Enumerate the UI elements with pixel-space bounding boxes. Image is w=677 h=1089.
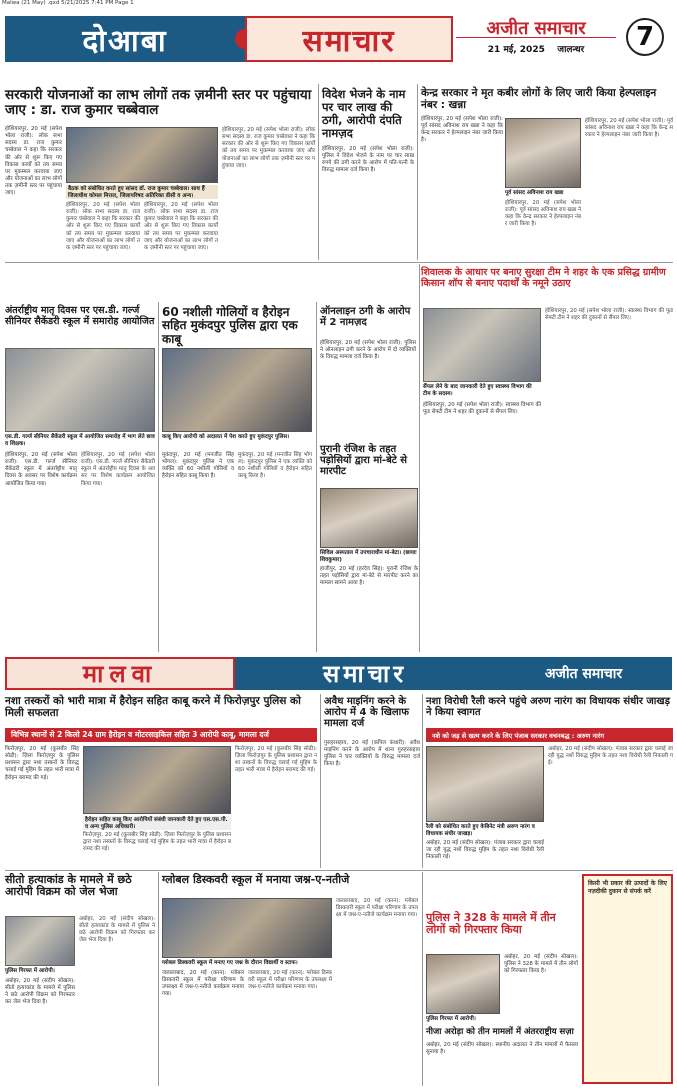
- story8-body-col1: होशियारपुर, 20 मई (सपेश भोला राजी): स्वास्थ्य विभाग की फूड सेफ्टी टीम ने शहर की दुकानों से सैंपल लिए।: [423, 402, 541, 416]
- page-number: 7: [626, 18, 664, 56]
- story4-body-col1: होशियारपुर, 20 मई (सपेश भोला राजी): एस.डी. गर्ल्ज सीनियर सैकेंडरी स्कूल में अंतर्राष्ट्रीय मातृ दिवस के अवसर पर विशेष कार्यक्रम आयोजित किया गया।: [5, 452, 77, 487]
- paper-date: 21 मई, 2025: [487, 45, 545, 55]
- story4-headline: अंतर्राष्ट्रीय मातृ दिवस पर एस.डी. गर्ल्ज सीनियर सैकेंडरी स्कूल में समारोह आयोजित: [5, 305, 155, 327]
- story8-headline: शिवालक के आधार पर बनाए सुरक्षा टीम ने शहर के एक प्रसिद्ध ग्रामीण किसान शॉप से बनाए पदार्थों के नमूने उठाए: [421, 267, 666, 289]
- column-divider: [318, 84, 319, 260]
- story5-body-col1: मुकंदपुर, 20 मई (मनजीत सिंह भोगल): मुकंदपुर पुलिस ने एक व्यक्ति को 60 नशीली गोलियों व हैरोइन सहित काबू किया है।: [162, 452, 234, 480]
- story2-headline: विदेश भेजने के नाम पर चार लाख की ठगी, आरोपी दंपति नामज़द: [322, 87, 406, 140]
- story14-body: अबोहर, 20 मई (संदीप सोखल): पुलिस ने 328 के मामले में तीन लोगों को गिरफ्तार किया है।: [504, 954, 578, 975]
- masthead-samachar-2: समाचार: [235, 657, 495, 690]
- story8-caption: सैंपल लेने के बाद जानकारी देते हुए स्वास्थ्य विभाग की टीम के सदस्य।: [423, 384, 532, 397]
- story11-photo: [426, 746, 544, 822]
- story7-headline: पुरानी रंजिश के तहत पड़ोसियों द्वारा मां-बेटे से मारपीट: [320, 444, 408, 478]
- paper-name: अजीत समाचार: [456, 16, 616, 38]
- story13-headline: ग्लोबल डिस्कवरी स्कूल में मनाया जश्न-ए-नतीजे: [162, 873, 350, 886]
- story9-photo: [83, 746, 231, 814]
- story3-body-col1: होशियारपुर, 20 मई (सपेश भोला राजी): पूर्व सांसद अविनाश राय खन्ना ने कहा कि केन्द्र सरकार ने हेल्पलाइन नंबर जारी किया है।: [421, 116, 503, 144]
- ad-text: किसी भी प्रकार की उत्पादों के लिए नज़दीकी दुकान से संपर्क करें: [588, 880, 667, 895]
- story4-caption: एस.डी. गर्ल्ज सीनियर सैकेंडरी स्कूल में आयोजित समारोह में भाग लेते छात्र व शिक्षक।: [5, 434, 155, 447]
- story2-body: होशियारपुर, 20 मई (सपेश भोला राजी): पुलिस ने विदेश भेजने के नाम पर चार लाख रुपये की ठगी करने के आरोप में पति-पत्नी के विरुद्ध मामला दर्ज किया है।: [322, 146, 414, 174]
- story8-body-col2: होशियारपुर, 20 मई (सपेश भोला राजी): स्वास्थ्य विभाग की फूड सेफ्टी टीम ने शहर की दुकानों से सैंपल लिए।: [545, 308, 673, 322]
- story12-body-col2: अबोहर, 20 मई (संदीप सोखल): सीतो हत्याकांड के मामले में पुलिस ने छठे आरोपी विक्रम को गिरफ्तार कर जेल भेज दिया है।: [79, 916, 155, 944]
- story3-headline: केन्द्र सरकार ने मृत कबीर लोगों के लिए जारी किया हेल्पलाइन नंबर : खन्ना: [421, 87, 657, 111]
- story10-body: गुरुहरसहाय, 20 मई (कपिल कंधारी): अवैध माइनिंग करने के आरोप में थाना गुरुहरसहाय पुलिस ने चार व्यक्तियों के विरुद्ध मामला दर्ज किया है।: [324, 740, 420, 768]
- story9-banner: विभिन्न स्थानों से 2 किलो 24 ग्राम हैरोइन व मोटरसाइकिल सहित 3 आरोपी काबू, मामला दर्ज: [5, 728, 317, 742]
- story9-headline: नशा तस्करों को भारी मात्रा में हैरोइन सहित काबू करने में फिरोज़पुर पुलिस को मिली सफलता: [5, 695, 301, 719]
- malwa-masthead: [5, 657, 672, 690]
- column-divider: [158, 872, 159, 1086]
- story4-photo: [5, 348, 155, 432]
- print-slug: Malwa (21 May) .qxd 5/21/2025 7:41 PM Page 1: [2, 0, 134, 6]
- story6-headline: ऑनलाइन ठगी के आरोप में 2 नामज़द: [320, 306, 411, 329]
- masthead-samachar: समाचार: [245, 16, 453, 62]
- masthead-ajit-2: अजीत समाचार: [495, 657, 672, 690]
- story11-body-col2: अबोहर, 20 मई (संदीप सोखल): पंजाब सरकार द्वारा चलाई जा रही युद्ध नशों विरुद्ध मुहिम के तहत नशा विरोधी रैली निकाली गई।: [548, 746, 673, 767]
- story12-photo: [5, 916, 75, 966]
- column-divider: [320, 694, 321, 868]
- column-divider: [316, 302, 317, 652]
- story13-body-col3: जलालाबाद, 20 मई (करन): ग्लोबल डिस्कवरी स्कूल में परीक्षा परिणाम के उपलक्ष्य में जश्न-ए-नतीजे कार्यक्रम मनाया गया।: [336, 898, 418, 919]
- story11-headline: नशा विरोधी रैली करने पहुंचे अरुण नारंग का विधायक संधीर जाखड़ ने किया स्वागत: [426, 696, 670, 719]
- story12-caption: पुलिस गिरफ्त में आरोपी।: [5, 968, 55, 974]
- story9-body-col1: फिरोज़पुर, 20 मई (कुलबीर सिंह सोढी): ज़िला फिरोज़पुर के पुलिस प्रशासन द्वारा नशा तस्करों के विरुद्ध चलाई गई मुहिम के तहत भारी मात्रा में हैरोइन बरामद की गई।: [5, 746, 79, 781]
- section-divider: [5, 262, 673, 263]
- story15-body: अबोहर, 20 मई (संदीप सोखल): स्थानीय अदालत ने तीन मामलों में फैसला सुनाया है।: [426, 1042, 578, 1056]
- story9-body-col2: फिरोज़पुर, 20 मई (कुलबीर सिंह सोढी): ज़िला फिरोज़पुर के पुलिस प्रशासन द्वारा नशा तस्करों के विरुद्ध चलाई गई मुहिम के तहत भारी मात्रा में हैरोइन बरामद की गई।: [83, 832, 231, 853]
- story5-photo: [162, 348, 312, 432]
- story1-body-col2: होशियारपुर, 20 मई (सपेश भोला राजी): लोक सभा सदस्य डा. राज कुमार चब्बेवाल ने कहा कि सरकार की ओर से शुरू किए गए विकास कार्यों को तय समय पर मुकम्मल करवाया जाए और योजनाओं का लाभ लोगों तक ज़मीनी स्तर पर पहुंचाया जाए।: [66, 202, 140, 251]
- story14-headline: पुलिस ने 328 के मामले में तीन लोगों को गिरफ्तार किया: [426, 911, 556, 937]
- story11-caption: रैली को संबोधित करते हुए केबिनेट मंत्री अरुण नारंग व विधायक संधीर जाखड़।: [426, 824, 535, 837]
- story1-body-col1: होशियारपुर, 20 मई (सपेश भोला राजी): लोक सभा सदस्य डा. राज कुमार चब्बेवाल ने कहा कि सरकार की ओर से शुरू किए गए विकास कार्यों को तय समय पर मुकम्मल करवाया जाए और योजनाओं का लाभ लोगों तक ज़मीनी स्तर पर पहुंचाया जाए।: [5, 126, 62, 197]
- story1-photo: [66, 127, 218, 183]
- masthead-malwa: मालवा: [5, 657, 235, 690]
- story9-caption: हैरोइन सहित काबू किए आरोपियों संबंधी जानकारी देते हुए एस.एस.पी. व अन्य पुलिस अधिकारी।: [83, 816, 231, 830]
- paper-city: जालन्धर: [557, 45, 585, 55]
- story14-photo: [426, 954, 500, 1014]
- story13-caption: ग्लोबल डिस्कवरी स्कूल में मनाए गए जश्न के दौरान विद्यार्थी व स्टाफ।: [162, 960, 298, 966]
- column-divider: [419, 264, 420, 652]
- story6-body: होशियारपुर, 20 मई (सपेश भोला राजी): पुलिस ने ऑनलाइन ठगी करने के आरोप में दो व्यक्तियों के विरुद्ध मामला दर्ज किया है।: [320, 340, 416, 361]
- advertisement: [582, 874, 673, 1084]
- column-divider: [158, 302, 159, 652]
- story10-headline: अवैध माइनिंग करने के आरोप में 4 के खिलाफ मामला दर्ज: [324, 696, 409, 730]
- story3-body-col2: होशियारपुर, 20 मई (सपेश भोला राजी): पूर्व सांसद अविनाश राय खन्ना ने कहा कि केन्द्र सरकार ने हेल्पलाइन नंबर जारी किया है।: [505, 200, 581, 228]
- story1-caption: बैठक को संबोधित करते हुए सांसद डॉ. राज कुमार चब्बेवाल। साथ हैं जिलाधीश कोमल मित्तल, जिलापरिषद अतिरिक्त डीसी व अन्य।: [66, 185, 218, 199]
- column-divider: [422, 694, 423, 868]
- story5-body-col2: मुकंदपुर, 20 मई (मनजीत सिंह भोगल): मुकंदपुर पुलिस ने एक व्यक्ति को 60 नशीली गोलियों व हैरोइन सहित काबू किया है।: [238, 452, 312, 480]
- story13-photo: [162, 898, 332, 958]
- section-divider: [5, 870, 673, 871]
- story1-body-col4: होशियारपुर, 20 मई (सपेश भोला राजी): लोक सभा सदस्य डा. राज कुमार चब्बेवाल ने कहा कि सरकार की ओर से शुरू किए गए विकास कार्यों को तय समय पर मुकम्मल करवाया जाए और योजनाओं का लाभ लोगों तक ज़मीनी स्तर पर पहुंचाया जाए।: [222, 127, 315, 169]
- story11-body-col1: अबोहर, 20 मई (संदीप सोखल): पंजाब सरकार द्वारा चलाई जा रही युद्ध नशों विरुद्ध मुहिम के तहत नशा विरोधी रैली निकाली गई।: [426, 840, 544, 861]
- column-divider: [417, 84, 418, 260]
- story3-caption: पूर्व सांसद अविनाश राय खन्ना: [505, 190, 564, 196]
- story3-body-col3: होशियारपुर, 20 मई (सपेश भोला राजी): पूर्व सांसद अविनाश राय खन्ना ने कहा कि केन्द्र सरकार ने हेल्पलाइन नंबर जारी किया है।: [585, 118, 673, 139]
- paper-dateline: [456, 42, 616, 55]
- story3-photo: [505, 118, 581, 188]
- masthead-doaba: दोआबा: [5, 16, 245, 62]
- column-divider: [422, 872, 423, 1086]
- story7-caption: सिविल अस्पताल में उपचाराधीन मां-बेटा। (छायाः शिवकुमार): [320, 550, 417, 563]
- story8-photo: [423, 308, 541, 382]
- story9-body-col3: फिरोज़पुर, 20 मई (कुलबीर सिंह सोढी): ज़िला फिरोज़पुर के पुलिस प्रशासन द्वारा नशा तस्करों के विरुद्ध चलाई गई मुहिम के तहत भारी मात्रा में हैरोइन बरामद की गई।: [235, 746, 317, 774]
- ajit-header: [456, 16, 672, 62]
- story12-body-col1: अबोहर, 20 मई (संदीप सोखल): सीतो हत्याकांड के मामले में पुलिस ने छठे आरोपी विक्रम को गिरफ्तार कर जेल भेज दिया है।: [5, 978, 75, 1006]
- doaba-masthead: [5, 16, 453, 62]
- story13-body-col1: जलालाबाद, 20 मई (करन): ग्लोबल डिस्कवरी स्कूल में परीक्षा परिणाम के उपलक्ष्य में जश्न-ए-नतीजे कार्यक्रम मनाया गया।: [162, 970, 244, 998]
- story11-banner: नशे को जड़ से खत्म करने के लिए पंजाब सरकार वचनबद्ध : अरुण नारंग: [426, 728, 673, 742]
- story4-body-col2: होशियारपुर, 20 मई (सपेश भोला राजी): एस.डी. गर्ल्ज सीनियर सैकेंडरी स्कूल में अंतर्राष्ट्रीय मातृ दिवस के अवसर पर विशेष कार्यक्रम आयोजित किया गया।: [81, 452, 155, 487]
- story1-body-col3: होशियारपुर, 20 मई (सपेश भोला राजी): लोक सभा सदस्य डा. राज कुमार चब्बेवाल ने कहा कि सरकार की ओर से शुरू किए गए विकास कार्यों को तय समय पर मुकम्मल करवाया जाए और योजनाओं का लाभ लोगों तक ज़मीनी स्तर पर पहुंचाया जाए।: [144, 202, 218, 251]
- story5-caption: काबू किए आरोपी को अदालत में पेश करते हुए मुकंदपुर पुलिस।: [162, 434, 290, 440]
- story15-headline: नीजा अरोड़ा को तीन मामलों में अंतरराष्ट्रीय सज़ा: [426, 1027, 574, 1037]
- story14-caption: पुलिस गिरफ्त में आरोपी।: [426, 1016, 476, 1022]
- story5-headline: 60 नशीली गोलियों व हैरोइन सहित मुकंदपुर पुलिस द्वारा एक काबू: [162, 305, 298, 346]
- story7-photo: [320, 488, 418, 548]
- story13-body-col2: जलालाबाद, 20 मई (करन): ग्लोबल डिस्कवरी स्कूल में परीक्षा परिणाम के उपलक्ष्य में जश्न-ए-नतीजे कार्यक्रम मनाया गया।: [248, 970, 332, 991]
- story12-headline: सीतो हत्याकांड के मामले में छठे आरोपी विक्रम को जेल भेजा: [5, 873, 132, 899]
- story1-headline: सरकारी योजनाओं का लाभ लोगों तक ज़मीनी स्तर पर पहुंचाया जाए : डा. राज कुमार चब्बेवाल: [5, 87, 312, 119]
- story7-body: हाजीपुर, 20 मई (हरदेव सिंह): पुरानी रंजिश के तहत पड़ोसियों द्वारा मां-बेटे से मारपीट करने का मामला सामने आया है।: [320, 566, 418, 587]
